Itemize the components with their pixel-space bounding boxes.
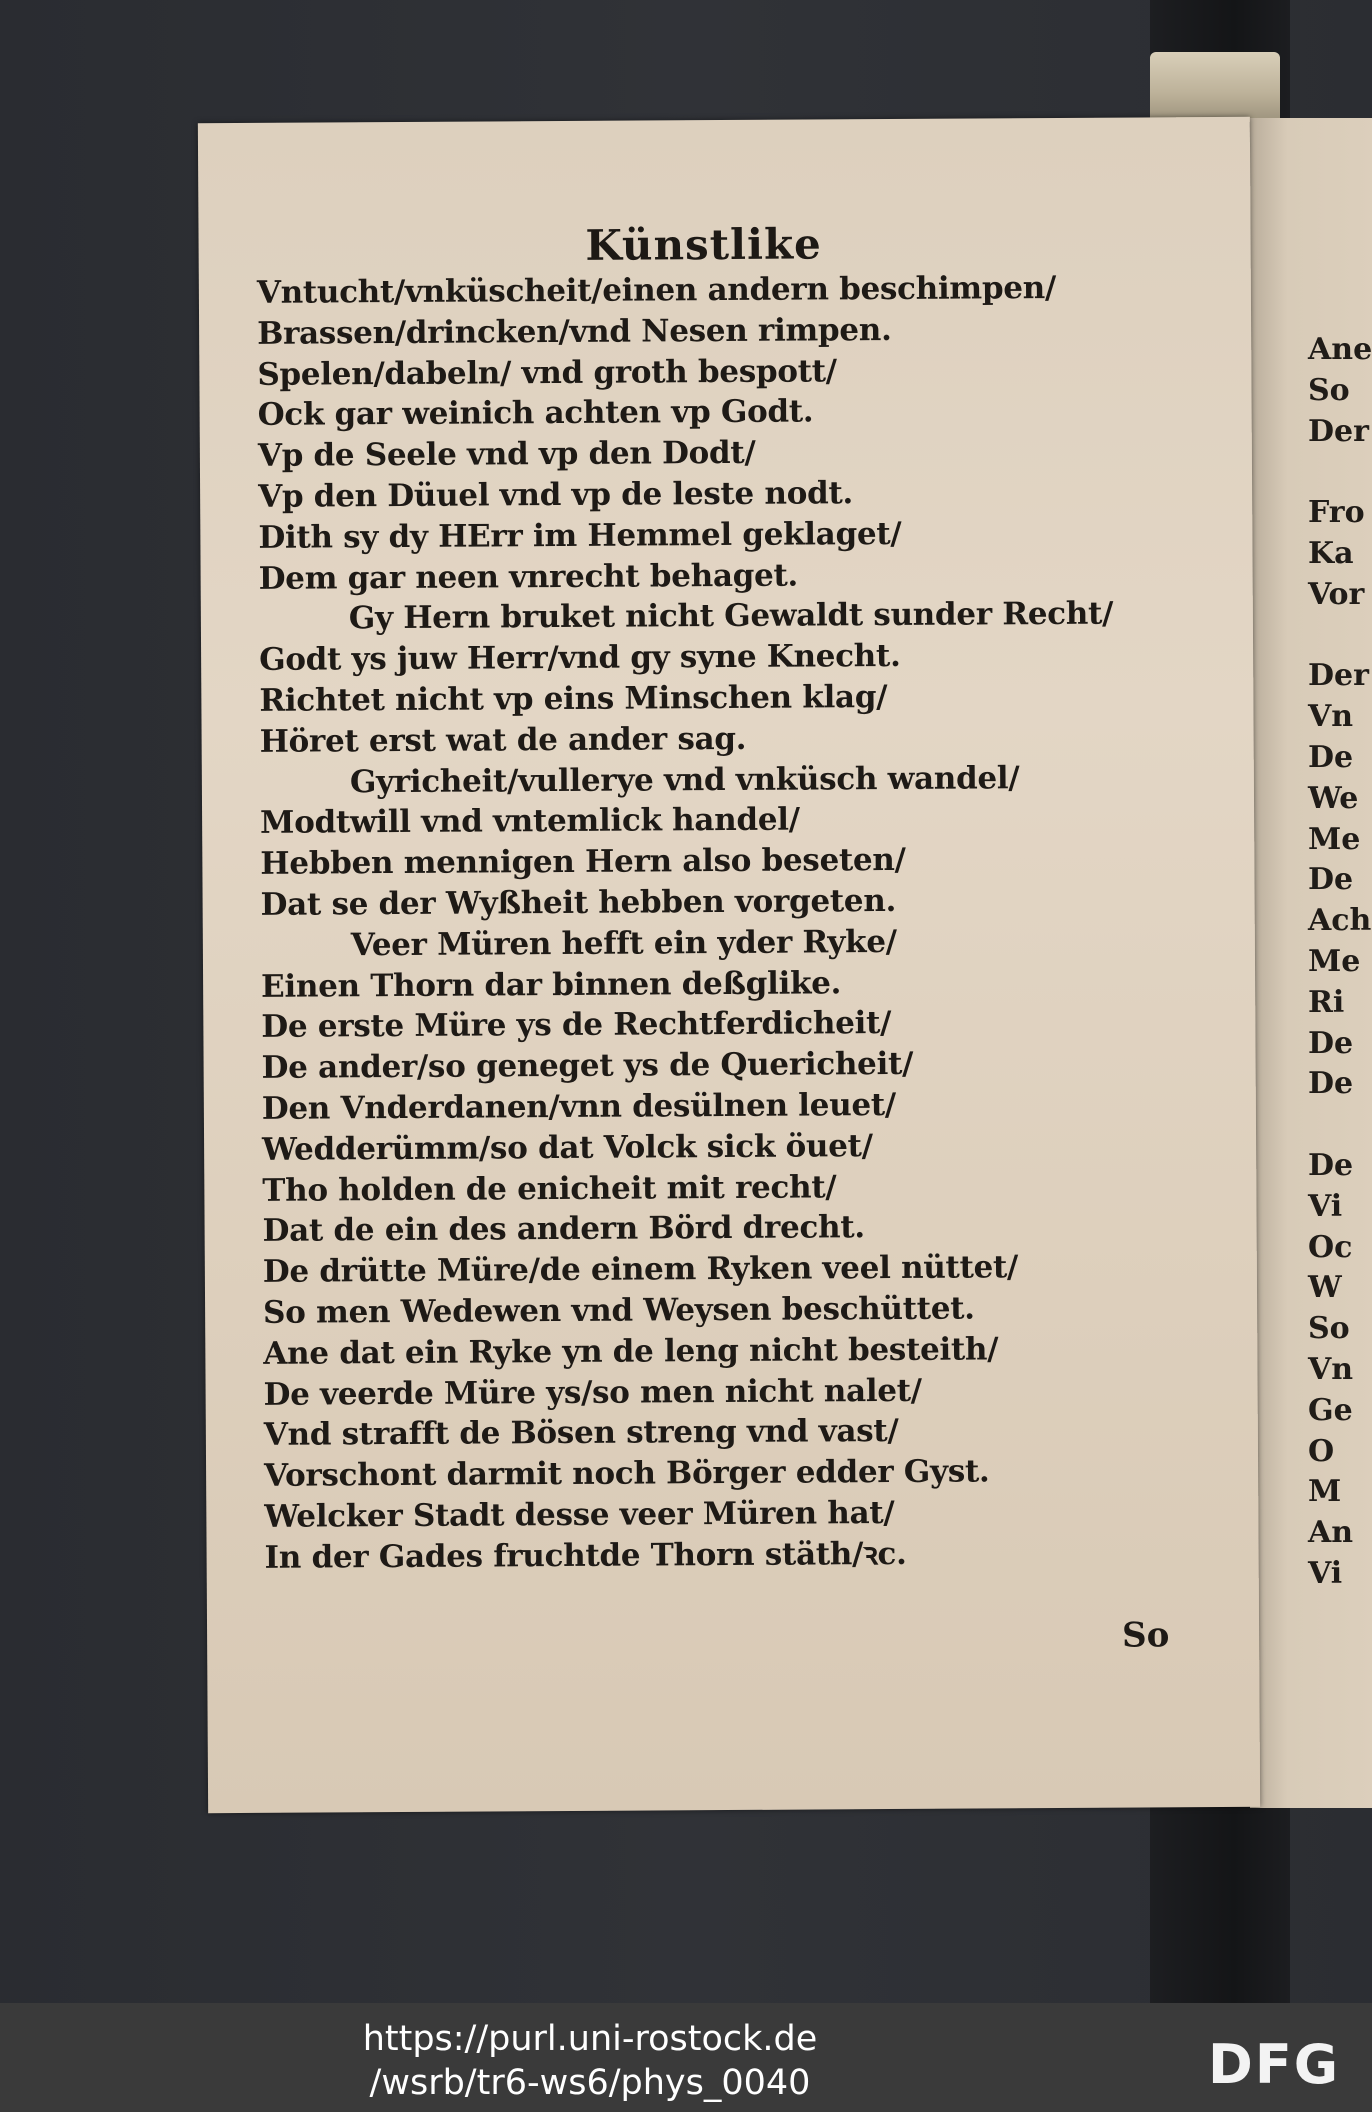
facing-text-line: O — [1308, 1433, 1335, 1469]
text-line: In der Gades fruchtde Thorn stäth/ꝛc. — [264, 1535, 907, 1576]
running-title: Künstlike — [585, 219, 822, 270]
facing-text-line: Vor — [1308, 576, 1365, 612]
text-line: Einen Thorn dar binnen deßglike. — [261, 964, 842, 1005]
facing-text-line: Ka — [1308, 535, 1354, 571]
facing-text-line: An — [1308, 1515, 1354, 1551]
facing-text-line: So — [1308, 1311, 1350, 1347]
facing-text-line: Ri — [1308, 984, 1345, 1020]
text-line: Dat de ein des andern Börd drecht. — [262, 1209, 865, 1250]
facing-text-line: De — [1308, 1025, 1354, 1061]
facing-text-line: So — [1308, 372, 1350, 408]
dfg-logo: DFG — [1208, 2033, 1341, 2096]
facing-page — [1250, 118, 1372, 1808]
text-line: De ander/so geneget ys de Quericheit/ — [261, 1046, 914, 1086]
facing-text-line: Vi — [1308, 1555, 1343, 1591]
text-line: Godt ys juw Herr/vnd gy syne Knecht. — [259, 638, 901, 679]
text-line: Vp de Seele vnd vp den Dodt/ — [257, 435, 756, 475]
facing-text-line — [1308, 452, 1372, 493]
catchword: So — [1121, 1615, 1170, 1656]
text-line: Modtwill vnd vntemlick handel/ — [260, 801, 800, 842]
facing-text-line: De — [1308, 739, 1354, 775]
text-line: Spelen/dabeln/ vnd groth bespott/ — [257, 352, 837, 393]
facing-page-text — [1308, 330, 1372, 1595]
permalink-line-2[interactable]: /wsrb/tr6-ws6/phys_0040 — [369, 2063, 811, 2103]
facing-text-line: W — [1308, 1270, 1342, 1306]
permalink[interactable] — [330, 2017, 850, 2105]
text-line: Dem gar neen vnrecht behaget. — [258, 557, 799, 597]
facing-text-line: De — [1308, 1066, 1354, 1102]
text-line: Hebben mennigen Hern also beseten/ — [260, 842, 906, 883]
facing-text-line: Me — [1308, 821, 1361, 857]
poem-text — [257, 267, 1205, 1578]
text-line: Brassen/drincken/vnd Nesen rimpen. — [257, 311, 892, 352]
book-page — [198, 117, 1260, 1813]
facing-text-line: De — [1308, 862, 1354, 898]
facing-text-line: Vn — [1308, 699, 1354, 735]
facing-text-line: Oc — [1308, 1229, 1353, 1265]
facing-text-line: Fro — [1308, 495, 1365, 531]
facing-text-line: Der — [1308, 413, 1369, 449]
permalink-line-1[interactable]: https://purl.uni-rostock.de — [362, 2019, 818, 2059]
facing-text-line — [1308, 1105, 1372, 1146]
facing-text-line: Der — [1308, 658, 1369, 694]
facing-text-line: M — [1308, 1474, 1342, 1510]
text-line: Vnd strafft de Bösen streng vnd vast/ — [263, 1413, 899, 1454]
text-line: Ock gar weinich achten vp Godt. — [257, 393, 814, 434]
text-line: Vorschont darmit noch Börger edder Gyst. — [264, 1453, 990, 1494]
text-line: So men Wedewen vnd Weysen beschüttet. — [263, 1290, 975, 1331]
text-line: Richtet nicht vp eins Minschen klag/ — [259, 678, 888, 719]
text-line: Gy Hern bruket nicht Gewaldt sunder Recht/ — [348, 596, 1114, 637]
facing-text-line: Me — [1308, 943, 1361, 979]
text-line: De erste Müre ys de Rechtferdicheit/ — [261, 1005, 892, 1046]
text-line: Dith sy dy HErr im Hemmel geklaget/ — [258, 515, 902, 556]
facing-text-line: De — [1308, 1147, 1354, 1183]
facing-text-line: Vn — [1308, 1351, 1354, 1387]
facing-text-line: We — [1308, 780, 1359, 816]
text-line: Dat se der Wyßheit hebben vorgeten. — [260, 882, 897, 923]
text-line: Höret erst wat de ander sag. — [259, 720, 747, 760]
text-line: De drütte Müre/de einem Ryken veel nüttet/ — [262, 1249, 1019, 1290]
text-line: Vntucht/vnküscheit/einen andern beschimpen/ — [256, 269, 1057, 311]
text-line: Welcker Stadt desse veer Müren hat/ — [264, 1494, 895, 1535]
facing-text-line — [1308, 616, 1372, 657]
spine-binding-thread — [1150, 52, 1280, 122]
facing-text-line: Vi — [1308, 1188, 1343, 1224]
text-line: Wedderümm/so dat Volck sick öuet/ — [262, 1127, 873, 1168]
text-line: Ane dat ein Ryke yn de leng nicht besteith/ — [263, 1331, 999, 1372]
facing-text-line: Ane — [1308, 332, 1372, 367]
text-line: Vp den Düuel vnd vp de leste nodt. — [258, 475, 854, 515]
facing-text-line: Ge — [1308, 1392, 1353, 1428]
facing-text-line: Ach — [1308, 903, 1372, 939]
viewer-footer — [0, 2003, 1372, 2112]
text-line: Tho holden de enicheit mit recht/ — [262, 1168, 837, 1209]
text-line: De veerde Müre ys/so men nicht nalet/ — [263, 1372, 922, 1413]
text-line: Den Vnderdanen/vnn desülnen leuet/ — [261, 1086, 896, 1127]
text-line: Veer Müren hefft ein yder Ryke/ — [350, 923, 897, 964]
text-line: Gyricheit/vullerye vnd vnküsch wandel/ — [349, 759, 1020, 800]
